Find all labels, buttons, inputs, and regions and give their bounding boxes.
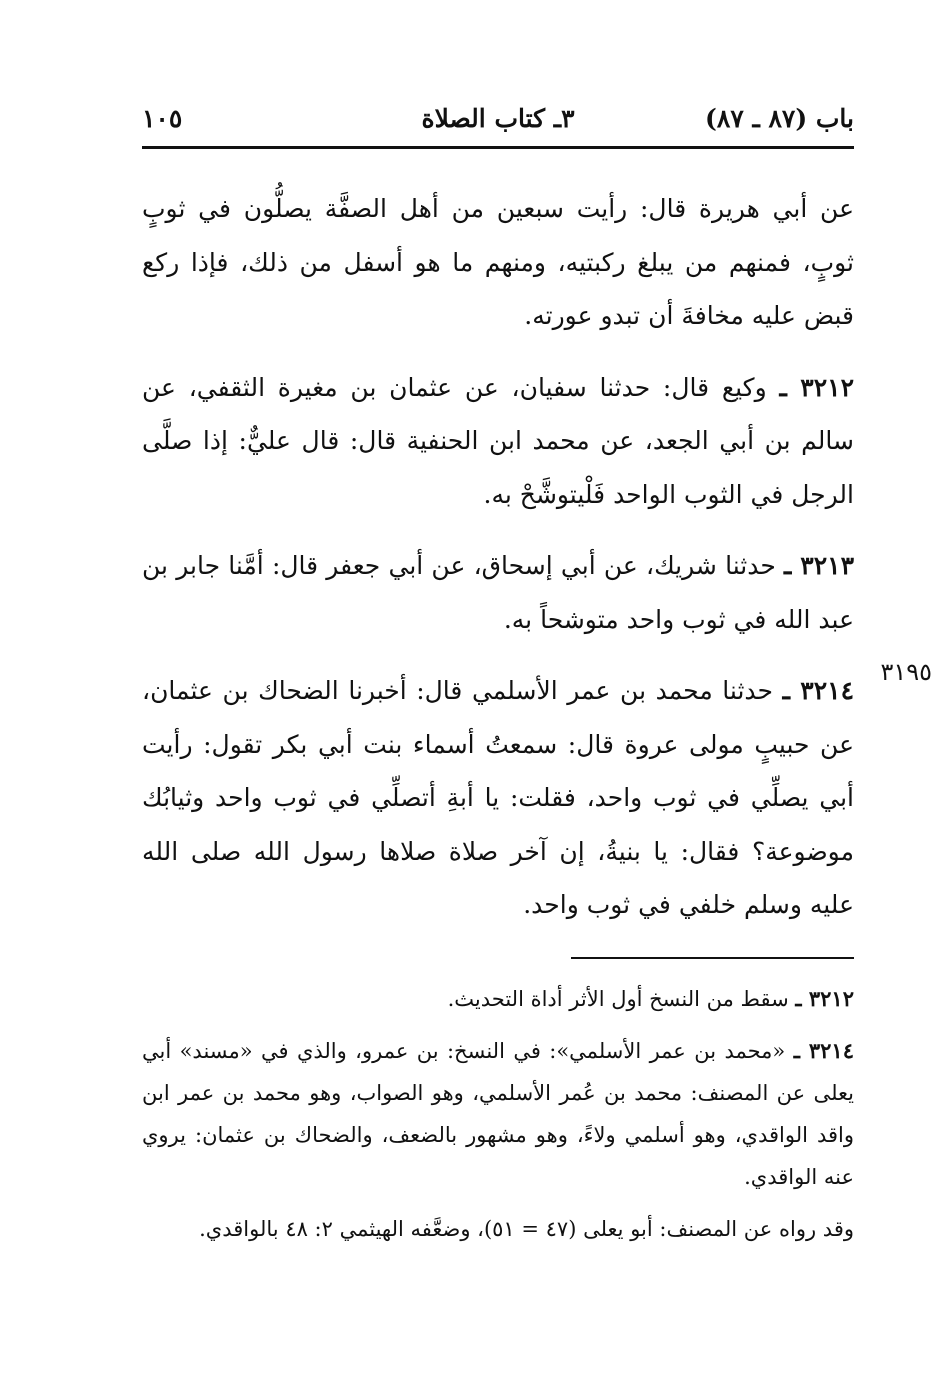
footnote-number: ٣٢١٢ ـ bbox=[795, 986, 854, 1011]
paragraph-text: عن أبي هريرة قال: رأيت سبعين من أهل الصفَّة يصلُّون في ثوبٍ ثوبٍ، فمنهم من يبلغ ركبتيه، ومنهم ما هو أسفل من ذلك، فإذا ركع قبض عليه مخافةَ أن تبدو عورته. bbox=[142, 194, 854, 330]
page-number: ١٠٥ bbox=[142, 104, 183, 133]
footnote-3214 bbox=[142, 1030, 854, 1198]
hadith-number: ٣٢١٤ ـ bbox=[782, 676, 854, 705]
book-title: ٣ـ كتاب الصلاة bbox=[421, 104, 575, 133]
margin-number: ٣١٩٥ bbox=[880, 658, 932, 686]
footnote-text: سقط من النسخ أول الأثر أداة التحديث. bbox=[447, 987, 789, 1011]
main-text bbox=[142, 182, 854, 932]
hadith-3212 bbox=[142, 361, 854, 522]
footnote-text: «محمد بن عمر الأسلمي»: في النسخ: بن عمرو، والذي في «مسند» أبي يعلى عن المصنف: محمد بن عُمر الأسلمي، وهو الصواب، وهو محمد بن عمر ابن واقد الواقدي، وهو أسلمي ولاءً، وهو مشهور بالضعف، والضحاك بن عثمان: يروي عنه الواقدي. bbox=[142, 1039, 854, 1189]
header-rule bbox=[142, 146, 854, 149]
hadith-3213 bbox=[142, 539, 854, 646]
footnote-3212 bbox=[142, 978, 854, 1020]
hadith-3214 bbox=[142, 664, 854, 932]
hadith-text: حدثنا شريك، عن أبي إسحاق، عن أبي جعفر قال: أمَّنا جابر بن عبد الله في ثوب واحد متوشحاً به. bbox=[142, 551, 854, 634]
footnote-number: ٣٢١٤ ـ bbox=[793, 1038, 854, 1063]
hadith-text: وكيع قال: حدثنا سفيان، عن عثمان بن مغيرة الثقفي، عن سالم بن أبي الجعد، عن محمد ابن الحنفية قال: قال عليٌّ: إذا صلَّى الرجل في الثوب الواحد فَلْيتوشَّحْ به. bbox=[142, 372, 854, 509]
paragraph-continuation bbox=[142, 182, 854, 343]
footnote-3214-note bbox=[142, 1208, 854, 1250]
chapter-range: باب (٨٧ ـ ٨٧) bbox=[705, 104, 854, 133]
hadith-text: حدثنا محمد بن عمر الأسلمي قال: أخبرنا الضحاك بن عثمان، عن حبيبٍ مولى عروة قال: سمعتُ أسماء بنت أبي بكر تقول: رأيت أبي يصلِّي في ثوب واحد، فقلت: يا أبةِ أتصلِّي في ثوب واحد وثيابُك موضوعة؟ فقال: يا بنيةُ، إن آخر صلاة صلاها رسول الله صلى الله عليه وسلم خلفي في ثوب واحد. bbox=[142, 676, 854, 919]
page-header bbox=[142, 98, 854, 144]
footnotes bbox=[142, 978, 854, 1250]
footnote-rule bbox=[571, 957, 854, 959]
footnote-text: وقد رواه عن المصنف: أبو يعلى (٤٧ = ٥١)، وضعَّفه الهيثمي ٢: ٤٨ بالواقدي. bbox=[199, 1217, 854, 1241]
hadith-number: ٣٢١٢ ـ bbox=[779, 372, 854, 402]
hadith-number: ٣٢١٣ ـ bbox=[784, 551, 855, 580]
